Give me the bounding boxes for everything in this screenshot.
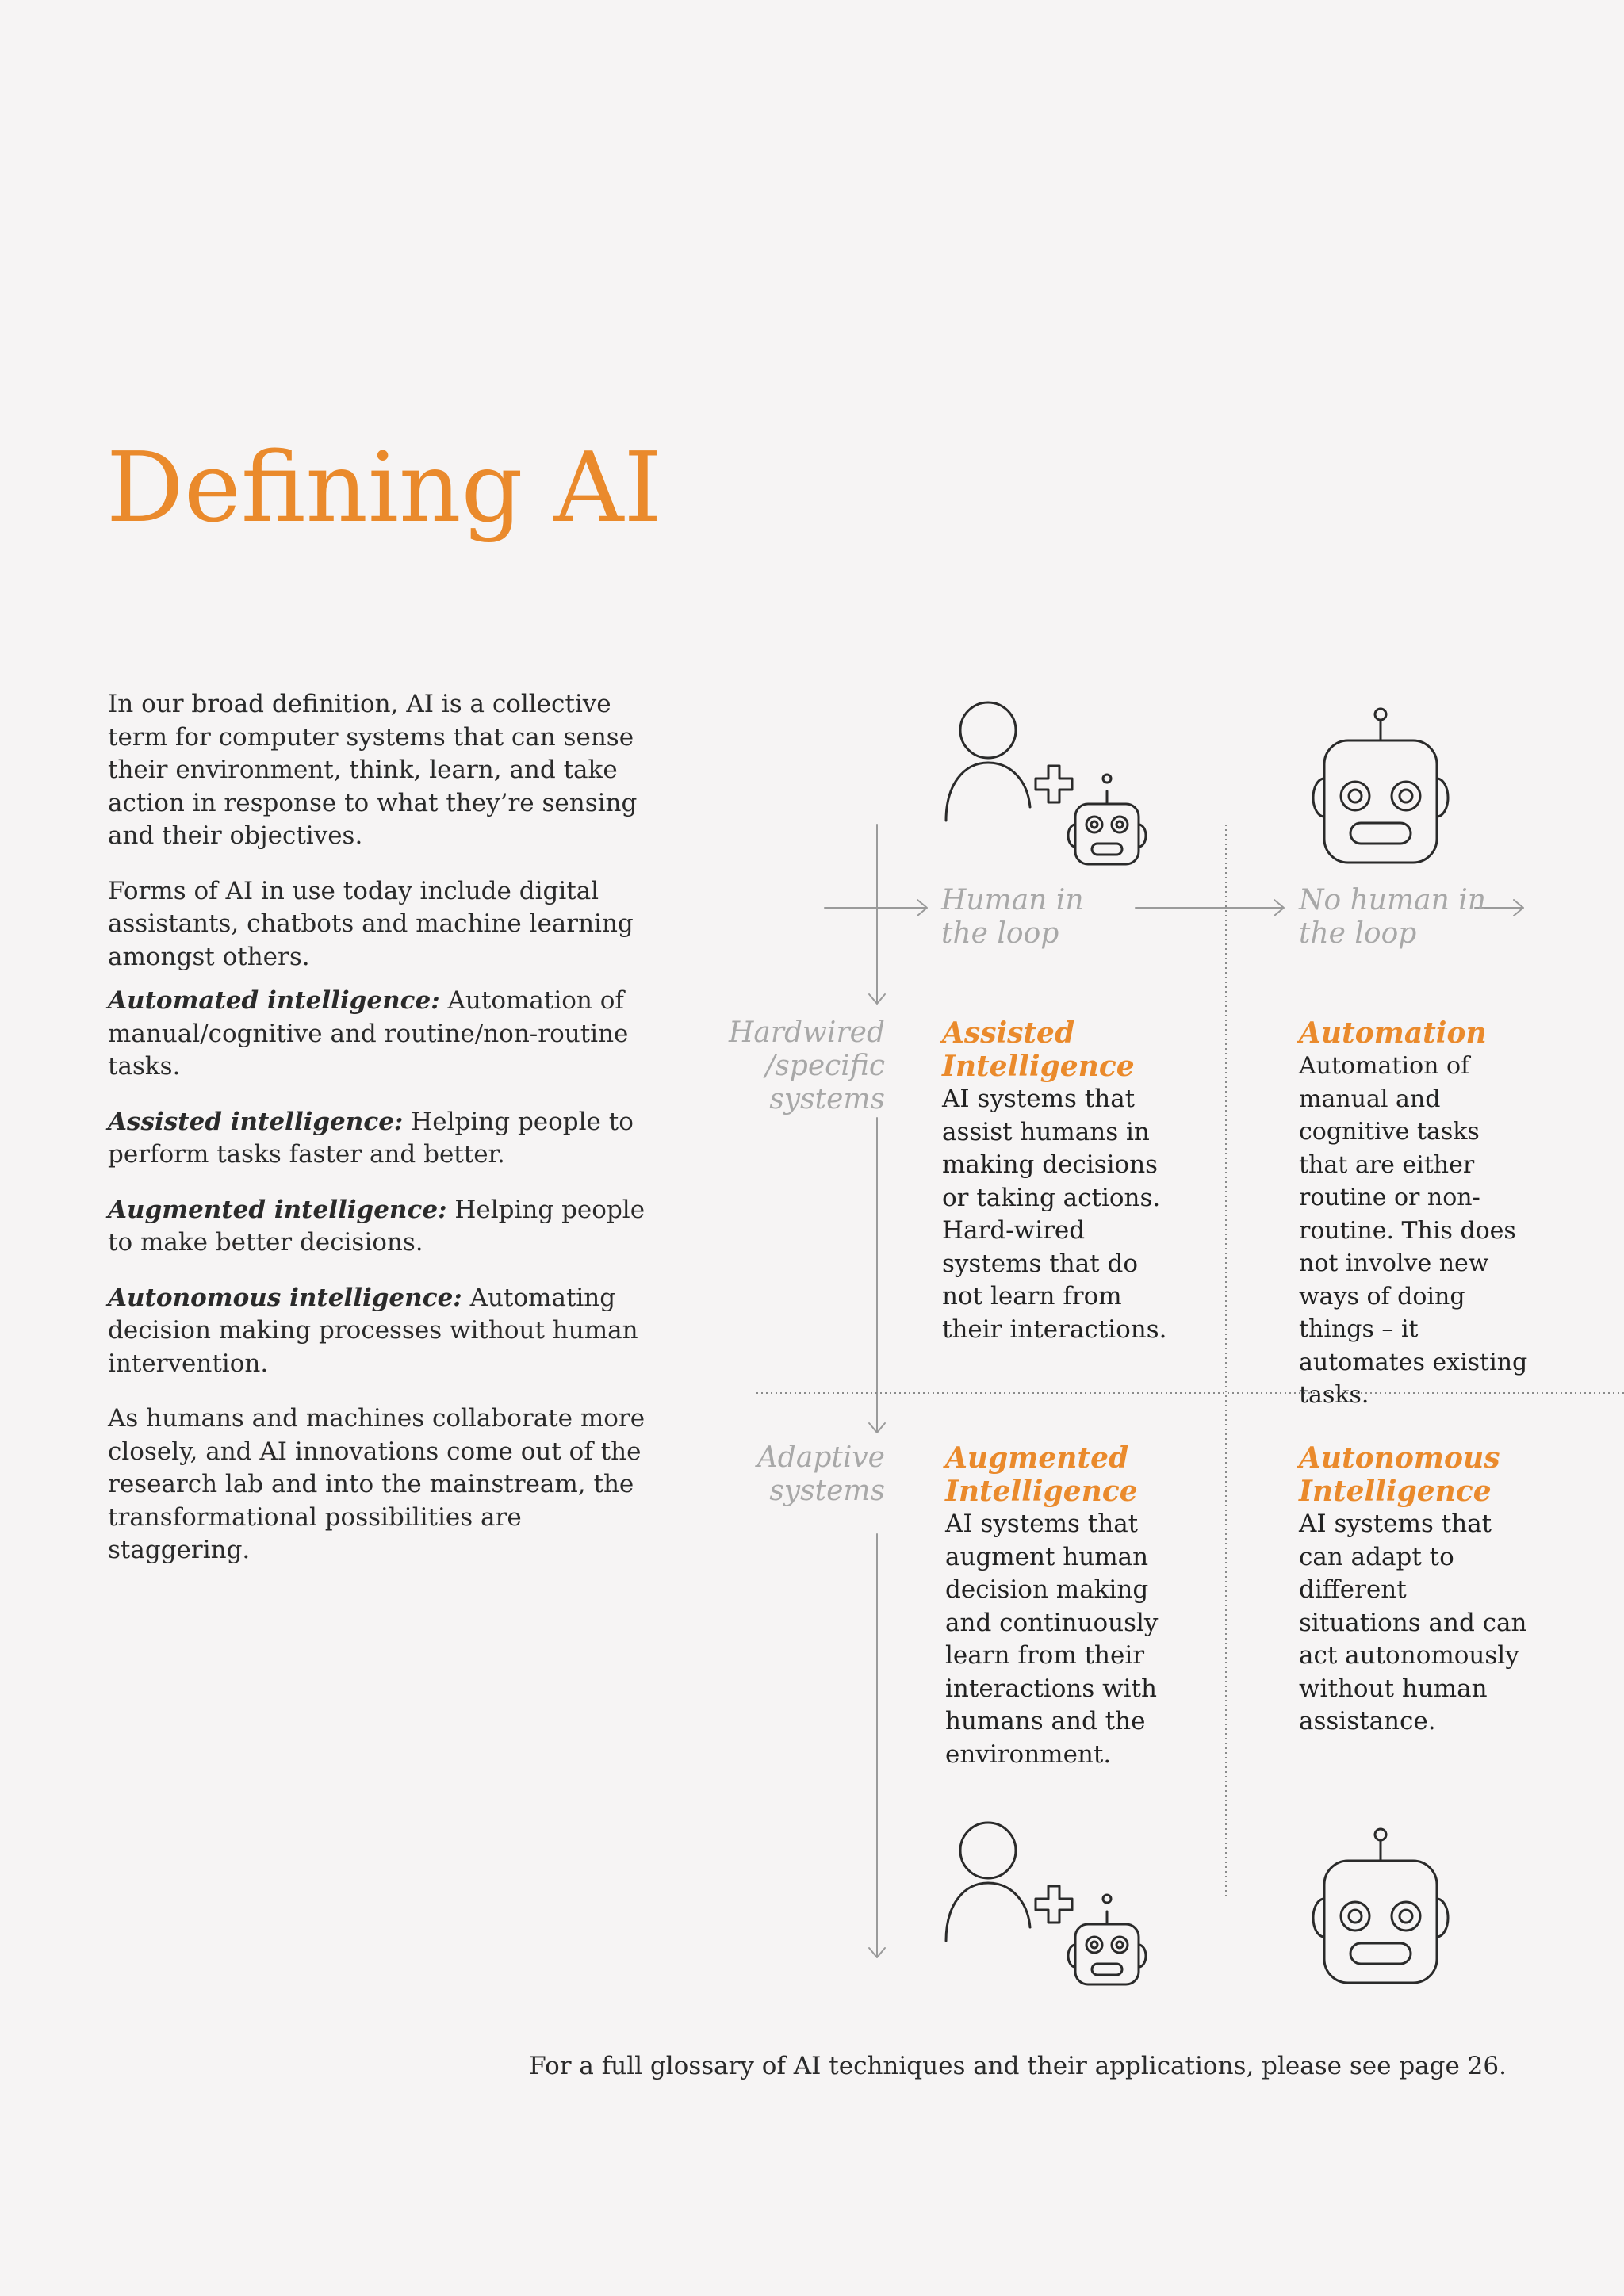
quadrant-assisted (942, 1016, 1172, 1346)
quadrant-title: Autonomous Intelligence (1299, 1441, 1500, 1508)
definition-term: Autonomous intelligence: (108, 1283, 462, 1312)
quadrant-automation (1299, 1016, 1529, 1412)
quadrant-augmented (945, 1441, 1175, 1771)
quadrant-description: AI systems that assist humans in making decisions or taking actions. Hard-wired systems that do not learn from their interactions. (942, 1085, 1167, 1344)
page-title: Defining AI (106, 431, 662, 544)
definition-text: Helping people to make better decisions. (108, 1195, 645, 1257)
row-label-hardwired: Hardwired /specific systems (729, 1016, 885, 1115)
definition-term: Assisted intelligence: (108, 1107, 404, 1136)
definition-text: Automating decision making processes without human intervention. (108, 1283, 638, 1378)
column-label-human-in-loop: Human in the loop (941, 884, 1084, 950)
intro-paragraph-2: Forms of AI in use today include digital assistants, chatbots and machine learning amongst others. (108, 876, 634, 971)
quadrant-description: AI systems that can adapt to different situations and can act autonomously without human assistance. (1299, 1510, 1527, 1735)
quadrant-description: Automation of manual and cognitive tasks that are either routine or non-routine. This does not involve new ways of doing things – it automates existing tasks. (1299, 1052, 1528, 1409)
robot-icon (1313, 1829, 1448, 1983)
glossary-footnote: For a full glossary of AI techniques and their applications, please see page 26. (529, 2052, 1507, 2080)
definition-term: Automated intelligence: (108, 986, 440, 1015)
quadrant-description: AI systems that augment human decision making and continuously learn from their interactions with humans and the environment. (945, 1510, 1159, 1769)
quadrant-title: Automation (1299, 1016, 1487, 1050)
quadrant-title: Augmented Intelligence (945, 1441, 1138, 1508)
human-plus-robot-icon (946, 702, 1146, 864)
definition-text: Helping people to perform tasks faster and better. (108, 1107, 634, 1169)
human-plus-robot-icon (946, 1823, 1146, 1984)
column-label-no-human-in-loop: No human in the loop (1299, 884, 1486, 950)
quadrant-title: Assisted Intelligence (942, 1016, 1135, 1083)
row-label-adaptive: Adaptive systems (756, 1441, 885, 1507)
definition-text: Automation of manual/cognitive and routine/non-routine tasks. (108, 986, 629, 1081)
quadrant-autonomous (1299, 1441, 1529, 1739)
definition-term: Augmented intelligence: (108, 1195, 447, 1224)
robot-icon (1313, 709, 1448, 863)
intro-paragraph-1: In our broad definition, AI is a collective term for computer systems that can sense their environment, think, learn, and take action in response to what they’re sensing and their objectives. (108, 690, 638, 850)
intro-paragraph-3: As humans and machines collaborate more closely, and AI innovations come out of the research lab and into the mainstream, the transformational possibilities are staggering. (108, 1404, 645, 1564)
